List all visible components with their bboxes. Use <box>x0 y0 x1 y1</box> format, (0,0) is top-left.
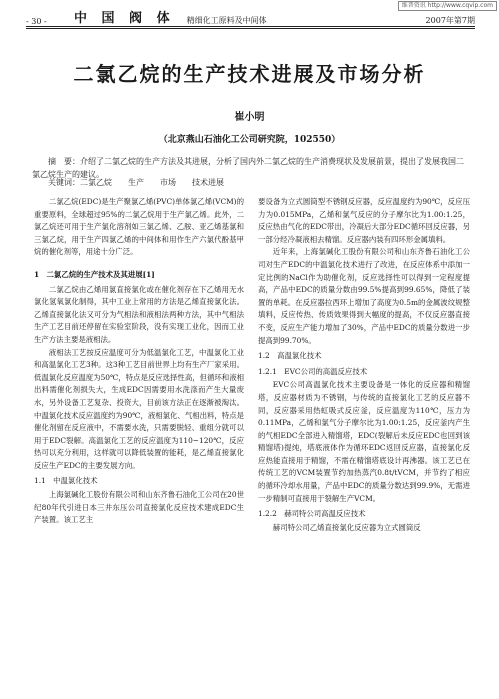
keywords-label: 关键词：二氯乙烷 <box>48 178 112 187</box>
subsection-heading: 1.2.1 EVC公司的高温反应技术 <box>258 366 368 376</box>
article-title: 二氯乙烷的生产技术进展及市场分析 <box>73 62 426 86</box>
intro-paragraph: 二氯乙烷(EDC)是生产聚氯乙烯(PVC)单体氯乙烯(VCM)的重要原料，全球超过95%的二氯乙烷用于生产氯乙烯。此外，二氯乙烷还可用于生产氯化溶剂如三氯乙烯、乙胺、亚乙烯基氯和三氯乙烷，用于生产四氯乙烯的中间体和用作生产六氯代酚基甲烷的催化剂等，用途十分广泛。 <box>34 197 244 257</box>
body-paragraph: 液相法工艺按反应温度可分为低温氯化工艺，中温氯化工业和高温氯化工艺3种。这3种工艺目前世界上均有生产厂家采用。低温氯化反应温度为50℃，特点是反应选择性高，但循环和液相出料需催化剂损失大，生成EDC因需要用水洗涤而产生大量废水，另外设备工艺复杂、投资大，目前该方法正在逐渐被淘汰。中温氯化技术反应温度约为90℃，液相氯化、气相出料，特点是催化剂留在反应液中，不需要水洗，只需要脱轻、重组分就可以用于EDC裂解。高温氯化工艺的反应温度为110~120℃，反应热可以充分利用，这样就可以降低装置的能耗，是乙烯直接氯化反应生产EDC的主要发展方向。 <box>34 347 244 470</box>
section-heading: 1 二氯乙烷的生产技术及其进展[1] <box>34 269 155 279</box>
running-header <box>26 10 475 27</box>
keyword-item: 市场 <box>160 178 176 187</box>
keyword-item: 技术进展 <box>192 178 224 187</box>
left-column <box>34 196 244 527</box>
author: 崔小明 <box>234 112 265 123</box>
body-paragraph: 上海氯碱化工股份有限公司和山东齐鲁石油化工公司在20世纪80年代引进日本三井东压公司直接氯化反应技术建成EDC生产装置。该工艺主 <box>34 490 244 525</box>
abstract: 摘 要：介绍了二氯乙烷的生产方法及其进展，分析了国内外二氯乙烷的生产消费现状及发展前景，提出了发展我国二氯乙烷生产的建议。 <box>32 157 464 179</box>
journal-subtitle: 精细化工原料及中间体 <box>186 16 267 25</box>
body-paragraph: 要设备为立式圆筒型不锈钢反应器，反应温度约为90℃，反应压力为0.015MPa，乙烯和氯气反应的分子摩尔比为1.00:1.25，反应热由气化的EDC带出，冷凝后大部分EDC循环回反应器，另一部分经冷凝液相去精馏。反应器内装有四环形金属填料。 <box>258 197 470 244</box>
body-paragraph: 近年来，上海氯碱化工股份有限公司和山东齐鲁石油化工公司对生产EDC的中温氯化技术进行了改进，在反应体系中添加一定比例的NaCl作为助催化剂，反应选择性可以得到一定程度提高，产品中EDC的质量分数由99.5%提高到99.65%，降低了装置的单耗。在反应器拉西环上增加了高度为0.5m的金属波纹规整填料，反应传热、传质效果得到大幅度的提高，不仅反应器直接不变，反应生产能力增加了30%，产品中EDC的质量分数进一步提高到99.70%。 <box>258 247 470 345</box>
subsection-heading: 1.1 中温氯化技术 <box>34 476 98 486</box>
body-paragraph: 二氯乙烷由乙烯用氯直接氯化或在催化剂存在下乙烯用无水氯化氢氧氯化制得，其中工业上常用的方法是乙烯直接氯化法。乙烯直接氯化法又可分为气相法和液相法两种方法，其中气相法生产工艺目前还停留在实验室阶段，没有实现工业化，因而工业生产方法主要是液相法。 <box>34 284 244 344</box>
subsection-heading: 1.2.2 赫司特公司高温反应技术 <box>258 509 366 519</box>
body-paragraph: 赫司特公司乙烯直接氯化反应器为立式圆筒反 <box>272 522 421 532</box>
header-rule <box>26 28 475 29</box>
subsection-heading: 1.2 高温氯化技术 <box>258 351 322 361</box>
page-number: - 30 - <box>26 17 47 26</box>
body-paragraph: EVC公司高温氯化技术主要设备是一体化的反应器和精馏塔，反应器材质为不锈钢，与传统的直接氯化工艺的反应器不同，反应器采用热虹吸式反应釜，反应温度为110℃，压力为0.11MPa，乙烯和氯气分子摩尔比为1.00:1.25，反应釜内产生的气相EDC全部进入精馏塔，EDC(裂解后未反应EDC也回到该精馏塔)提纯，塔底液体作为循环EDC返回反应器，直接氯化反应热能直接用于精馏，不需在精馏塔底设计再沸器。该工艺已在传统工艺的VCM装置节约加热蒸汽0.8t/tVCM，并节约了相应的循环冷却水用量，产品中EDC的质量分数达到99.9%，无需进一步精制可直接用于裂解生产VCM。 <box>258 380 470 503</box>
right-column <box>258 196 470 534</box>
issue-label: 2007年第7期 <box>425 16 475 25</box>
keyword-item: 生产 <box>128 178 144 187</box>
affiliation: （北京燕山石油化工公司研究院，102550） <box>158 135 341 145</box>
spacer <box>34 259 244 265</box>
keywords <box>48 177 224 188</box>
journal-name: 中 国 阀 体 <box>74 11 175 26</box>
source-stamp: 维普资讯 http://www.cqvip.com <box>398 1 497 11</box>
